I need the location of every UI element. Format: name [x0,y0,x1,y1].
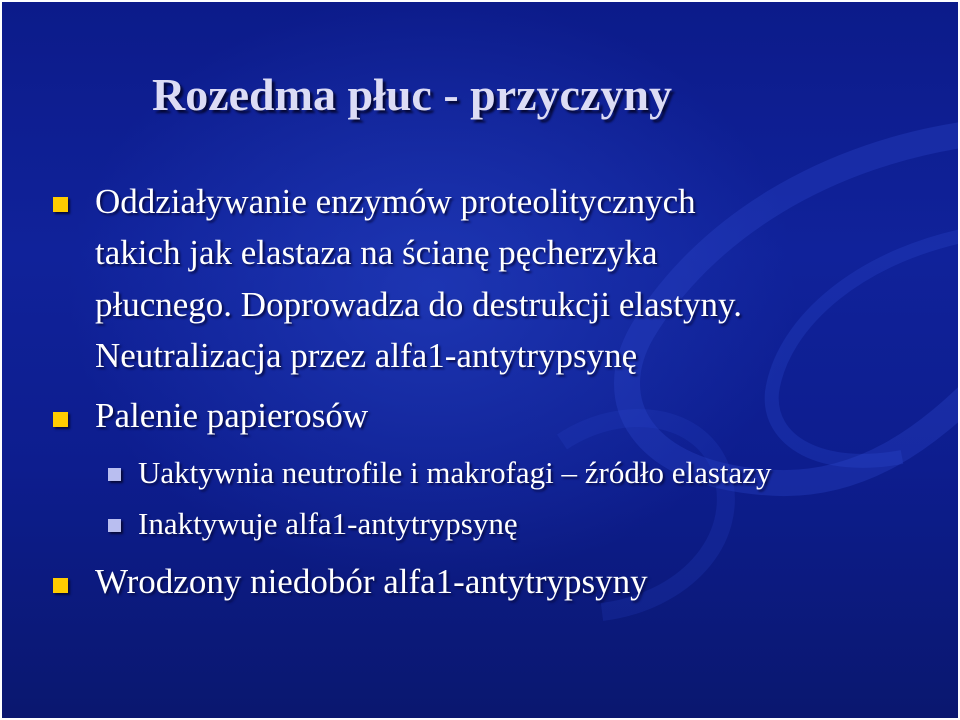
square-bullet-icon [53,197,68,212]
bullet-1-line-3: płucnego. Doprowadza do destrukcji elastyny. [95,285,742,324]
bullet-1-line-2: takich jak elastaza na ścianę pęcherzyka [95,233,658,272]
bullet-list [2,2,958,718]
bullet-3-text: Wrodzony niedobór alfa1-antytrypsyny [95,562,648,601]
bullet-1-line-1: Oddziaływanie enzymów proteolitycznych [95,182,696,221]
bullet-2-text: Palenie papierosów [95,396,369,435]
square-bullet-icon [53,412,68,427]
small-square-bullet-icon [108,519,121,532]
slide [2,2,958,718]
sub-bullet-2-text: Inaktywuje alfa1-antytrypsynę [138,506,518,541]
small-square-bullet-icon [108,468,121,481]
bullet-1-line-4: Neutralizacja przez alfa1-antytrypsynę [95,336,638,375]
sub-bullet-1-text: Uaktywnia neutrofile i makrofagi – źródło elastazy [138,455,772,490]
square-bullet-icon [53,578,68,593]
slide-title: Rozedma płuc - przyczyny [152,69,672,120]
